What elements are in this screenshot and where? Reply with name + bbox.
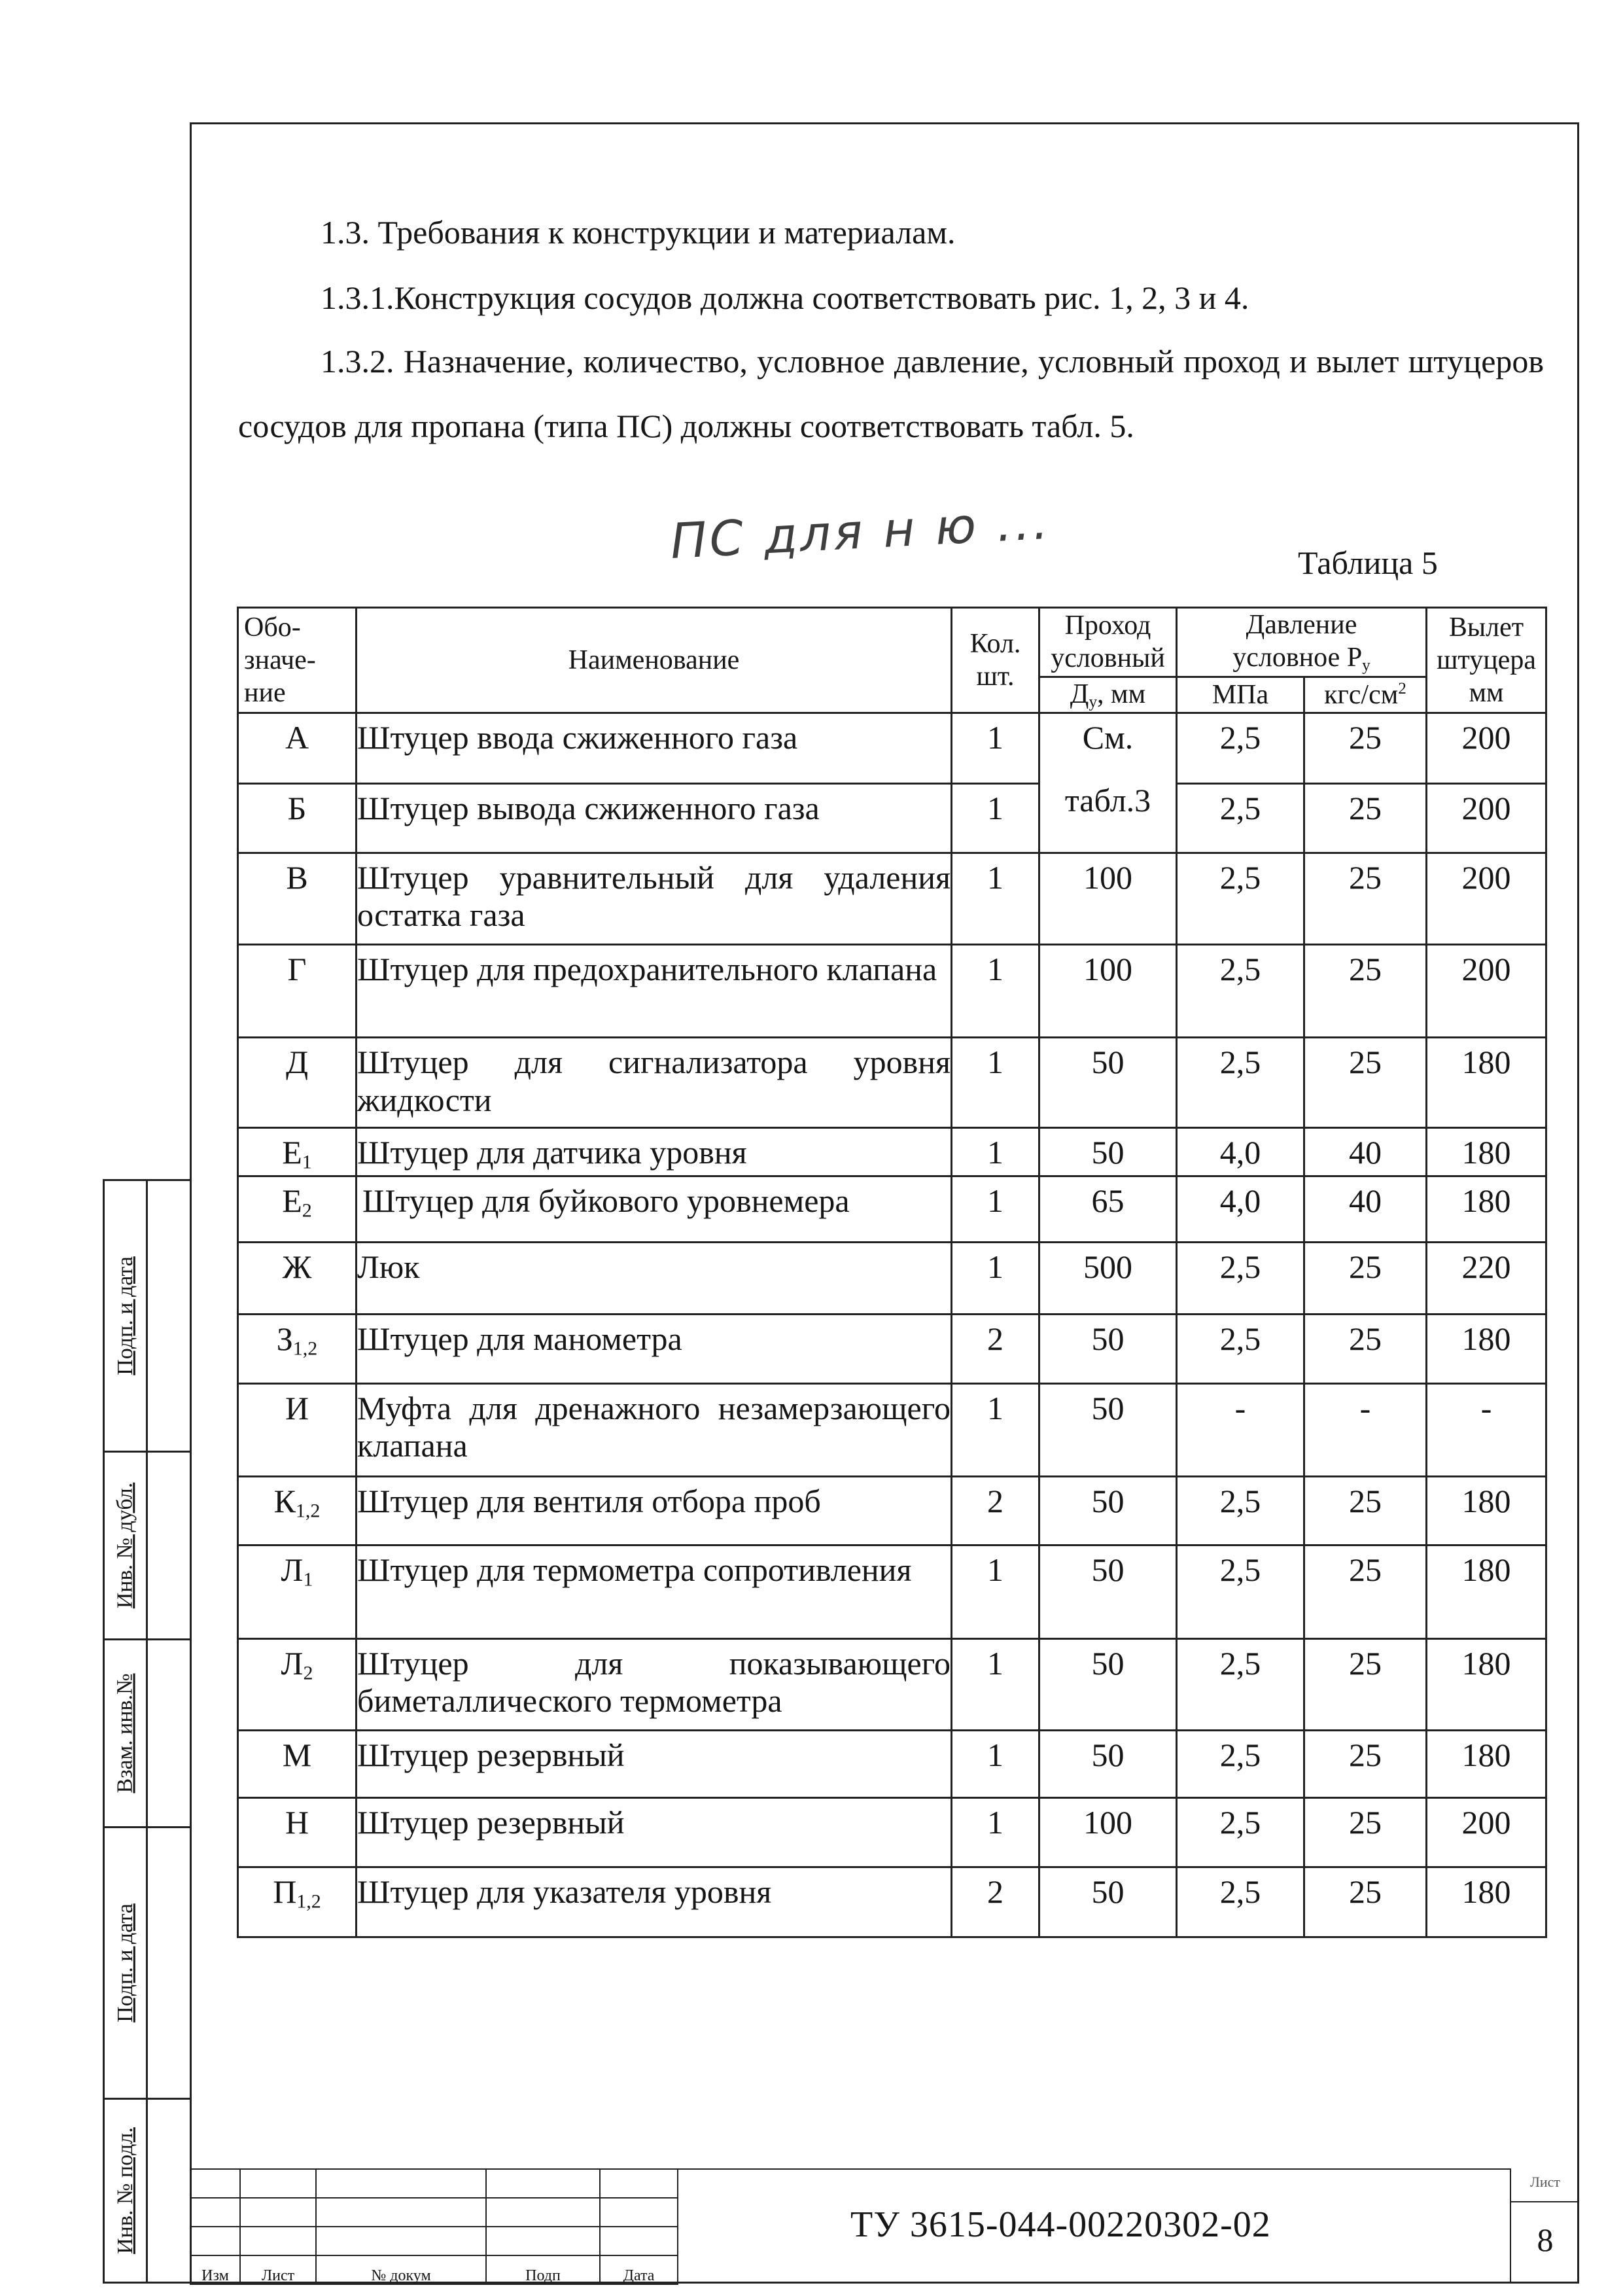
cell-passage: 50 xyxy=(1039,1476,1177,1545)
cell-designation: Д xyxy=(238,1038,357,1128)
table-row xyxy=(238,1176,1546,1243)
cell-designation: И xyxy=(238,1383,357,1476)
cell-mpa: 2,5 xyxy=(1177,1638,1304,1730)
cell-qty: 1 xyxy=(952,1798,1039,1867)
cell-kgf: 40 xyxy=(1304,1176,1427,1243)
cell-passage: 50 xyxy=(1039,1383,1177,1476)
cell-kgf: 25 xyxy=(1304,853,1427,944)
table-row xyxy=(238,1730,1546,1798)
cell-outreach: - xyxy=(1427,1383,1546,1476)
cell-designation: $Л_1$ xyxy=(238,1545,357,1638)
cell-designation: $П_{1,2}$ xyxy=(238,1867,357,1937)
header-passage-unit: $Д_у$, мм xyxy=(1039,677,1177,713)
cell-designation: А xyxy=(238,713,357,784)
table-row xyxy=(238,1038,1546,1128)
section-title: 1.3. Требования к конструкции и материалам. xyxy=(321,214,956,251)
col-doc-number: № докум xyxy=(316,2255,486,2284)
cell-passage: 65 xyxy=(1039,1176,1177,1243)
cell-mpa: 2,5 xyxy=(1177,1243,1304,1315)
cell-kgf: 25 xyxy=(1304,784,1427,853)
cell-designation: Г xyxy=(238,945,357,1038)
cell-passage: 50 xyxy=(1039,1128,1177,1176)
cell-name: Штуцер для датчика уровня xyxy=(357,1128,952,1176)
cell-name: Штуцер для манометра xyxy=(357,1314,952,1383)
cell-outreach: 180 xyxy=(1427,1867,1546,1937)
header-pressure: Давление условное $Р_у$ xyxy=(1177,608,1427,677)
revision-grid xyxy=(190,2168,678,2285)
cell-mpa: 2,5 xyxy=(1177,1867,1304,1937)
table-row xyxy=(238,1545,1546,1638)
cell-passage-shared: См. табл.3 xyxy=(1039,713,1177,853)
cell-kgf: 25 xyxy=(1304,1243,1427,1315)
table-row xyxy=(238,945,1546,1038)
header-passage: Проход условный xyxy=(1039,608,1177,677)
cell-designation: Б xyxy=(238,784,357,853)
cell-outreach: 180 xyxy=(1427,1314,1546,1383)
cell-name: Штуцер для показывающего биметаллического термометра xyxy=(357,1638,952,1730)
cell-outreach: 200 xyxy=(1427,713,1546,784)
cell-passage: 50 xyxy=(1039,1730,1177,1798)
cell-mpa: 2,5 xyxy=(1177,784,1304,853)
cell-designation: $Е_1$ xyxy=(238,1128,357,1176)
col-change: Изм xyxy=(190,2255,240,2284)
cell-qty: 1 xyxy=(952,713,1039,784)
cell-mpa: 2,5 xyxy=(1177,1038,1304,1128)
cell-qty: 1 xyxy=(952,1730,1039,1798)
title-block-top-line xyxy=(677,2168,1510,2170)
cell-qty: 1 xyxy=(952,1545,1039,1638)
cell-name: Штуцер вывода сжиженного газа xyxy=(357,784,952,853)
cell-outreach: 200 xyxy=(1427,945,1546,1038)
cell-outreach: 200 xyxy=(1427,784,1546,853)
side-row-sign-date-1: Подп. и дата xyxy=(103,1179,190,1453)
cell-mpa: 2,5 xyxy=(1177,853,1304,944)
cell-name: Штуцер резервный xyxy=(357,1730,952,1798)
table-row xyxy=(238,713,1546,784)
cell-kgf: - xyxy=(1304,1383,1427,1476)
col-signature: Подп xyxy=(486,2255,600,2284)
cell-qty: 1 xyxy=(952,1038,1039,1128)
cell-qty: 1 xyxy=(952,1638,1039,1730)
cell-outreach: 180 xyxy=(1427,1038,1546,1128)
cell-passage: 50 xyxy=(1039,1545,1177,1638)
cell-passage: 50 xyxy=(1039,1867,1177,1937)
cell-name: Штуцер для вентиля отбора проб xyxy=(357,1476,952,1545)
cell-name: Штуцер резервный xyxy=(357,1798,952,1867)
side-row-repl-inv: Взам. инв.№ xyxy=(103,1638,190,1828)
sheet-box xyxy=(1510,2168,1579,2284)
table-row xyxy=(238,1314,1546,1383)
cell-designation: $З_{1,2}$ xyxy=(238,1314,357,1383)
cell-kgf: 25 xyxy=(1304,1314,1427,1383)
cell-kgf: 25 xyxy=(1304,1798,1427,1867)
cell-designation: $К_{1,2}$ xyxy=(238,1476,357,1545)
cell-passage: 500 xyxy=(1039,1243,1177,1315)
cell-kgf: 25 xyxy=(1304,945,1427,1038)
cell-mpa: 2,5 xyxy=(1177,1476,1304,1545)
side-stamp xyxy=(103,1179,190,2284)
header-name: Наименование xyxy=(357,608,952,713)
table-row xyxy=(238,1867,1546,1937)
sheet-label: Лист xyxy=(1529,2174,1561,2190)
cell-mpa: 2,5 xyxy=(1177,1798,1304,1867)
cell-designation: М xyxy=(238,1730,357,1798)
cell-name: Муфта для дренажного незамерзающего клапана xyxy=(357,1383,952,1476)
cell-outreach: 180 xyxy=(1427,1545,1546,1638)
cell-kgf: 25 xyxy=(1304,1730,1427,1798)
cell-outreach: 200 xyxy=(1427,1798,1546,1867)
paragraph-1-3-2: 1.3.2. Назначение, количество, условное давление, условный проход и вылет штуцеров сосудов для пропана (типа ПС) должны соответствовать табл. 5. xyxy=(238,343,1544,444)
cell-mpa: 2,5 xyxy=(1177,1545,1304,1638)
cell-passage: 50 xyxy=(1039,1038,1177,1128)
cell-outreach: 180 xyxy=(1427,1730,1546,1798)
cell-qty: 1 xyxy=(952,1128,1039,1176)
document-code: ТУ 3615-044-00220302-02 xyxy=(850,2204,1271,2245)
table-caption: Таблица 5 xyxy=(1298,544,1438,581)
cell-qty: 1 xyxy=(952,784,1039,853)
col-date: Дата xyxy=(600,2255,678,2284)
side-row-sign-date-2: Подп. и дата xyxy=(103,1826,190,2100)
cell-passage: 100 xyxy=(1039,853,1177,944)
table-row xyxy=(238,1798,1546,1867)
cell-kgf: 40 xyxy=(1304,1128,1427,1176)
cell-designation: $Л_2$ xyxy=(238,1638,357,1730)
cell-outreach: 220 xyxy=(1427,1243,1546,1315)
cell-kgf: 25 xyxy=(1304,1038,1427,1128)
cell-kgf: 25 xyxy=(1304,1867,1427,1937)
cell-outreach: 180 xyxy=(1427,1638,1546,1730)
cell-outreach: 180 xyxy=(1427,1476,1546,1545)
cell-name: Штуцер для сигнализатора уровня жидкости xyxy=(357,1038,952,1128)
cell-kgf: 25 xyxy=(1304,713,1427,784)
cell-mpa: 2,5 xyxy=(1177,945,1304,1038)
header-outreach: Вылет штуцера мм xyxy=(1427,608,1546,713)
title-block xyxy=(190,2168,1579,2284)
header-designation: Обо- значе- ние xyxy=(238,608,357,713)
cell-passage: 100 xyxy=(1039,1798,1177,1867)
cell-name: Штуцер уравнительный для удаления остатка газа xyxy=(357,853,952,944)
cell-kgf: 25 xyxy=(1304,1638,1427,1730)
nozzle-table xyxy=(237,607,1547,1938)
cell-name: Штуцер для термометра сопротивления xyxy=(357,1545,952,1638)
cell-mpa: 2,5 xyxy=(1177,1730,1304,1798)
header-qty: Кол. шт. xyxy=(952,608,1039,713)
side-row-orig-inv: Инв. № подл. xyxy=(103,2098,190,2284)
cell-passage: 100 xyxy=(1039,945,1177,1038)
cell-qty: 2 xyxy=(952,1476,1039,1545)
cell-qty: 1 xyxy=(952,1243,1039,1315)
cell-designation: Н xyxy=(238,1798,357,1867)
cell-name: Штуцер ввода сжиженного газа xyxy=(357,713,952,784)
sheet-number: 8 xyxy=(1537,2221,1554,2258)
cell-passage: 50 xyxy=(1039,1638,1177,1730)
cell-designation: В xyxy=(238,853,357,944)
cell-name: Люк xyxy=(357,1243,952,1315)
cell-qty: 2 xyxy=(952,1867,1039,1937)
table-row xyxy=(238,1243,1546,1315)
table-row xyxy=(238,784,1546,853)
cell-designation: Ж xyxy=(238,1243,357,1315)
cell-outreach: 180 xyxy=(1427,1128,1546,1176)
cell-qty: 1 xyxy=(952,1176,1039,1243)
cell-mpa: 4,0 xyxy=(1177,1176,1304,1243)
cell-qty: 1 xyxy=(952,1383,1039,1476)
table-row xyxy=(238,1476,1546,1545)
handwritten-note: ПС для н ю ... xyxy=(669,493,1053,570)
table-row xyxy=(238,853,1546,944)
cell-name: Штуцер для указателя уровня xyxy=(357,1867,952,1937)
header-kgf: кгс/$см^2$ xyxy=(1304,677,1427,713)
cell-mpa: 4,0 xyxy=(1177,1128,1304,1176)
table-row xyxy=(238,1128,1546,1176)
cell-mpa: 2,5 xyxy=(1177,1314,1304,1383)
col-sheet: Лист xyxy=(240,2255,316,2284)
cell-kgf: 25 xyxy=(1304,1476,1427,1545)
cell-mpa: - xyxy=(1177,1383,1304,1476)
cell-qty: 1 xyxy=(952,945,1039,1038)
cell-passage: 50 xyxy=(1039,1314,1177,1383)
cell-kgf: 25 xyxy=(1304,1545,1427,1638)
cell-outreach: 200 xyxy=(1427,853,1546,944)
header-mpa: МПа xyxy=(1177,677,1304,713)
cell-name: Штуцер для предохранительного клапана xyxy=(357,945,952,1038)
cell-designation: $Е_2$ xyxy=(238,1176,357,1243)
table-row xyxy=(238,1383,1546,1476)
cell-mpa: 2,5 xyxy=(1177,713,1304,784)
cell-qty: 2 xyxy=(952,1314,1039,1383)
cell-outreach: 180 xyxy=(1427,1176,1546,1243)
cell-qty: 1 xyxy=(952,853,1039,944)
side-row-dup-inv: Инв. № дубл. xyxy=(103,1451,190,1640)
table-row xyxy=(238,1638,1546,1730)
cell-name: Штуцер для буйкового уровнемера xyxy=(357,1176,952,1243)
paragraph-1-3-1: 1.3.1.Конструкция сосудов должна соответствовать рис. 1, 2, 3 и 4. xyxy=(321,279,1249,316)
